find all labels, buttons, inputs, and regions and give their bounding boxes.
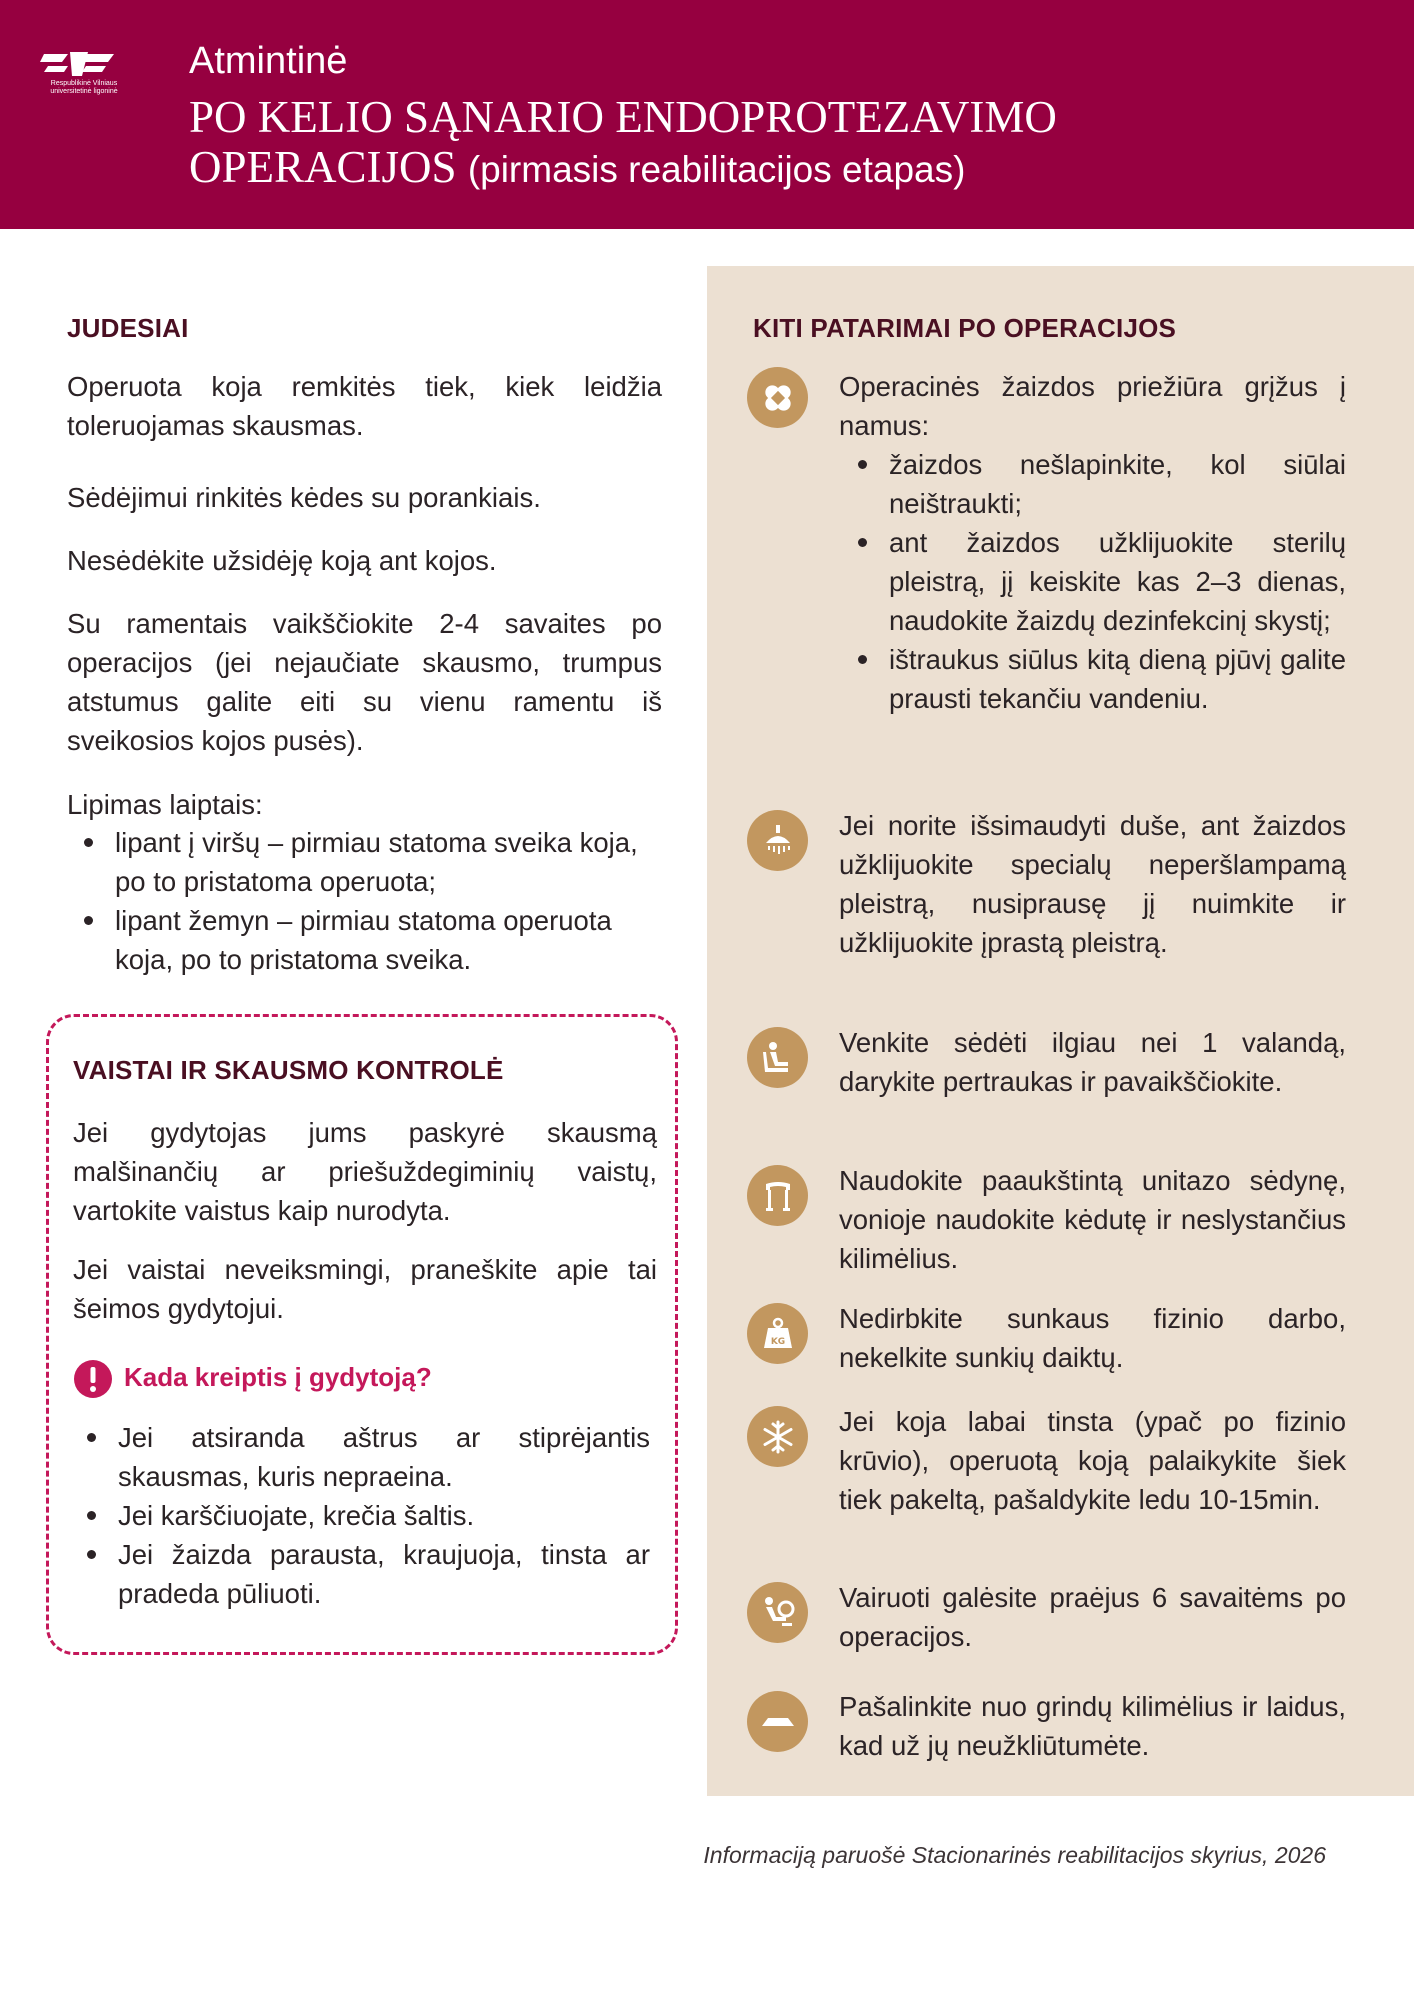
movement-p3: Nesėdėkite užsidėję koją ant kojos. — [67, 545, 497, 576]
alert-list — [70, 1418, 650, 1613]
swelling-tip: Jei koja labai tinsta (ypač po fizinio krūvio), operuotą koją palaikykite šiek tiek pakeltą, pašaldykite ledu 10-15min. — [839, 1406, 1346, 1515]
driving-tip: Vairuoti galėsite praėjus 6 savaitėms po operacijos. — [839, 1582, 1346, 1652]
sitting-tip: Venkite sėdėti ilgiau nei 1 valandą, darykite pertraukas ir pavaikščiokite. — [839, 1027, 1346, 1097]
list-item: žaizdos nešlapinkite, kol siūlai neištraukti; — [841, 445, 1346, 523]
driving-icon — [747, 1582, 808, 1643]
list-item: Jei žaizda parausta, kraujuoja, tinsta ar pradeda pūliuoti. — [70, 1535, 650, 1613]
movement-p4: Su ramentais vaikščiokite 2-4 savaites po operacijos (jei nejaučiate skausmo, trumpus atstumus galite eiti su vienu ramentu iš sveikosios kojos pusės). — [67, 608, 662, 756]
meds-p2: Jei vaistai neveiksmingi, praneškite apie tai šeimos gydytojui. — [73, 1254, 657, 1324]
toilet-tip: Naudokite paaukštintą unitazo sėdynę, vonioje naudokite kėdutę ir neslystančius kilimėlius. — [839, 1165, 1346, 1274]
wound-list — [841, 445, 1346, 718]
stairs-list — [67, 823, 667, 979]
tips-title: KITI PATARIMAI PO OPERACIJOS — [753, 313, 1177, 343]
movement-p1: Operuota koja remkitės tiek, kiek leidžia toleruojamas skausmas. — [67, 371, 662, 441]
list-item: Jei karščiuojate, krečia šaltis. — [70, 1496, 650, 1535]
chair-icon — [747, 1027, 808, 1088]
wound-intro: Operacinės žaizdos priežiūra grįžus į namus: — [839, 371, 1346, 441]
list-item: lipant žemyn – pirmiau statoma operuota koja, po to pristatoma sveika. — [67, 901, 667, 979]
logo-text: Respublikinė Vilniaus universitetinė ligoninė — [50, 80, 118, 95]
header-banner — [0, 0, 1414, 229]
footer-credit: Informaciją paruošė Stacionarinės reabilitacijos skyrius, 2026 — [703, 1842, 1326, 1868]
alert-title: Kada kreiptis į gydytoją? — [124, 1362, 432, 1392]
toilet-seat-icon — [747, 1165, 808, 1226]
bandage-icon — [747, 367, 808, 428]
stairs-label: Lipimas laiptais: — [67, 789, 263, 820]
meds-p1: Jei gydytojas jums paskyrė skausmą malšinančių ar priešuždegiminių vaistų, vartokite vaistus kaip nurodyta. — [73, 1117, 657, 1226]
list-item: ant žaizdos užklijuokite sterilų pleistrą, jį keiskite kas 2–3 dienas, naudokite žaizdų dezinfekcinį skystį; — [841, 523, 1346, 640]
shower-tip: Jei norite išsimaudyti duše, ant žaizdos užklijuokite specialų neperšlampamą pleistrą, nusiprausę jį nuimkite ir užklijuokite įprastą pleistrą. — [839, 810, 1346, 958]
svg-text:KG: KG — [770, 1336, 785, 1347]
snowflake-icon — [747, 1406, 808, 1467]
meds-title: VAISTAI IR SKAUSMO KONTROLĖ — [73, 1055, 504, 1085]
list-item: ištraukus siūlus kitą dieną pjūvį galite prausti tekančiu vandeniu. — [841, 640, 1346, 718]
shower-icon — [747, 810, 808, 871]
header-kicker: Atmintinė — [189, 40, 348, 82]
weight-icon — [747, 1303, 808, 1364]
list-item: lipant į viršų – pirmiau statoma sveika koja, po to pristatoma operuota; — [67, 823, 667, 901]
rug-icon — [747, 1691, 808, 1752]
movement-title: JUDESIAI — [67, 313, 189, 343]
alert-icon — [73, 1359, 113, 1399]
list-item: Jei atsiranda aštrus ar stiprėjantis skausmas, kuris nepraeina. — [70, 1418, 650, 1496]
page-title: PO KELIO SĄNARIO ENDOPROTEZAVIMO OPERACIJOS (pirmasis reabilitacijos etapas) — [189, 92, 1057, 192]
heavy-tip: Nedirbkite sunkaus fizinio darbo, nekelkite sunkių daiktų. — [839, 1303, 1346, 1373]
movement-p2: Sėdėjimui rinkitės kėdes su porankiais. — [67, 482, 541, 513]
rugs-tip: Pašalinkite nuo grindų kilimėlius ir laidus, kad už jų neužkliūtumėte. — [839, 1691, 1346, 1761]
